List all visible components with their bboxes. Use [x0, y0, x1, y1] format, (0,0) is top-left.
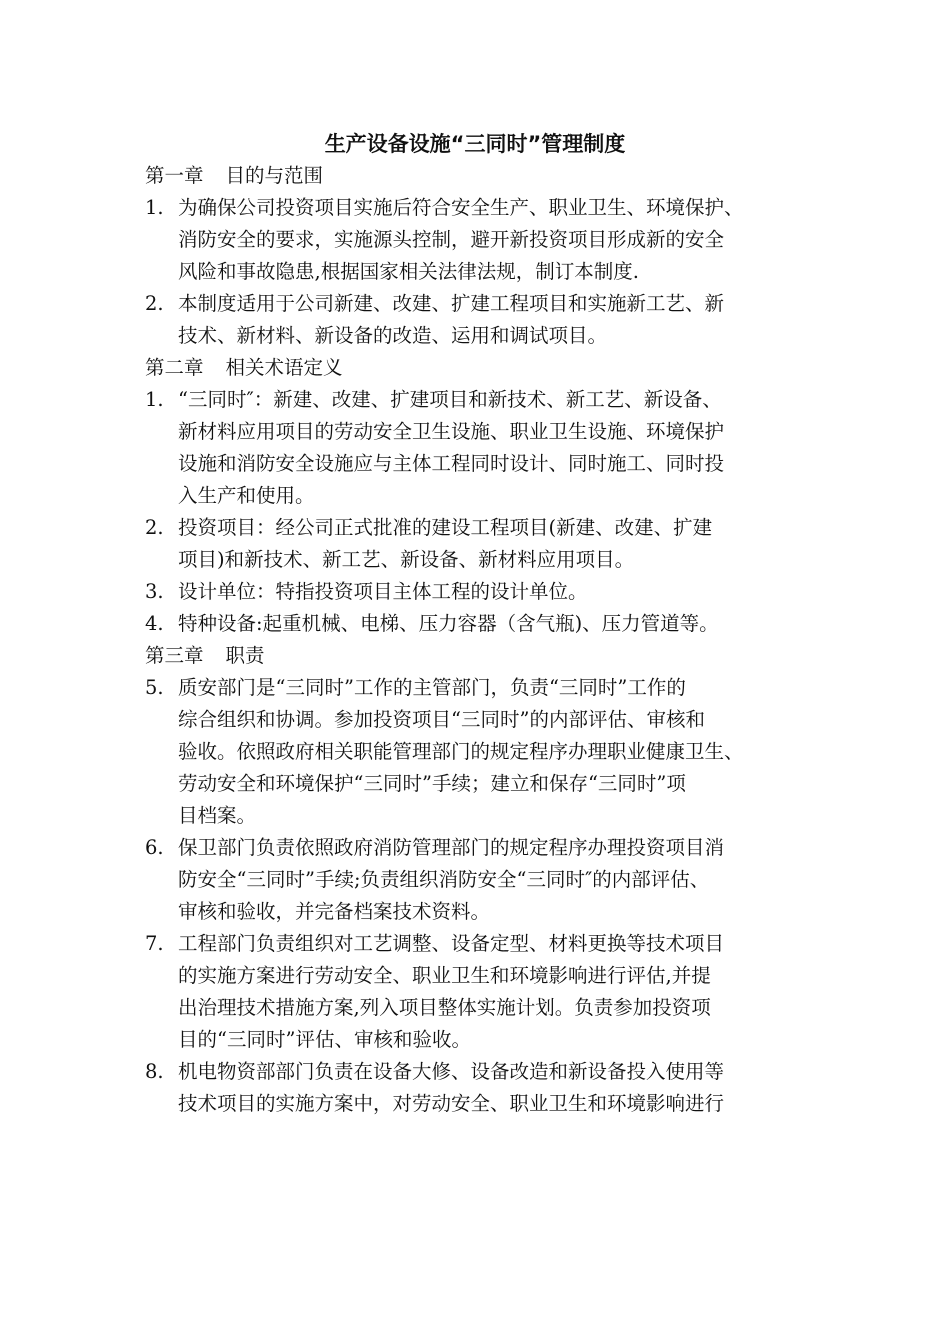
item-number: 5. [145, 676, 164, 699]
item-text-line: 的实施方案进行劳动安全、职业卫生和环境影响进行评估,并提 [178, 964, 711, 987]
item-text-line: 本制度适用于公司新建、改建、扩建工程项目和实施新工艺、新 [178, 292, 725, 315]
list-item [145, 512, 825, 576]
chapter-title: 相关术语定义 [225, 356, 343, 379]
chapter-heading [145, 640, 825, 672]
list-item [145, 192, 825, 288]
list-item [145, 672, 825, 832]
item-text-line: 机电物资部部门负责在设备大修、设备改造和新设备投入使用等 [178, 1060, 725, 1083]
item-text-line: 新材料应用项目的劳动安全卫生设施、职业卫生设施、环境保护 [178, 420, 725, 443]
document-title: 生产设备设施“三同时”管理制度 [324, 132, 626, 156]
item-text-line: 为确保公司投资项目实施后符合安全生产、职业卫生、环境保护、 [178, 196, 744, 219]
list-item [145, 608, 825, 640]
item-text-line: 特种设备:起重机械、电梯、压力容器（含气瓶)、压力管道等。 [178, 612, 719, 635]
chapter-number: 第一章 [145, 164, 204, 187]
item-text-line: 工程部门负责组织对工艺调整、设备定型、材料更换等技术项目 [178, 932, 725, 955]
item-text-line: 入生产和使用。 [178, 484, 315, 507]
item-number: 3. [145, 580, 164, 603]
item-text-line: 防安全“三同时”手续;负责组织消防安全“三同时″的内部评估、 [178, 868, 710, 891]
list-item [145, 1056, 825, 1120]
item-text-line: 消防安全的要求，实施源头控制，避开新投资项目形成新的安全 [178, 228, 725, 251]
item-number: 6. [145, 836, 164, 859]
item-text-line: 劳动安全和环境保护“三同时”手续；建立和保存“三同时”项 [178, 772, 686, 795]
item-text-line: 风险和事故隐患,根据国家相关法律法规，制订本制度. [178, 260, 639, 283]
item-text-line: 出治理技术措施方案,列入项目整体实施计划。负责参加投资项 [178, 996, 711, 1019]
item-number: 7. [145, 932, 164, 955]
list-item [145, 288, 825, 352]
item-number: 2. [145, 516, 164, 539]
chapter-title: 职责 [225, 644, 265, 667]
item-text-line: 综合组织和协调。参加投资项目“三同时”的内部评估、审核和 [178, 708, 705, 731]
item-text-line: 审核和验收，并完备档案技术资料。 [178, 900, 491, 923]
chapter-heading [145, 160, 825, 192]
item-text-line: 保卫部门负责依照政府消防管理部门的规定程序办理投资项目消 [178, 836, 725, 859]
item-number: 4. [145, 612, 164, 635]
item-text-line: 设施和消防安全设施应与主体工程同时设计、同时施工、同时投 [178, 452, 725, 475]
item-text-line: 投资项目：经公司正式批准的建设工程项目(新建、改建、扩建 [178, 516, 713, 539]
item-text-line: 目的“三同时”评估、审核和验收。 [178, 1028, 471, 1051]
item-text-line: 目档案。 [178, 804, 257, 827]
chapter-number: 第三章 [145, 644, 204, 667]
item-number: 1. [145, 196, 164, 219]
chapter-number: 第二章 [145, 356, 204, 379]
list-item [145, 384, 825, 512]
list-item [145, 928, 825, 1056]
item-text-line: “三同时″：新建、改建、扩建项目和新技术、新工艺、新设备、 [178, 388, 722, 411]
item-number: 2. [145, 292, 164, 315]
item-text-line: 质安部门是“三同时”工作的主管部门，负责“三同时”工作的 [178, 676, 686, 699]
item-text-line: 技术项目的实施方案中，对劳动安全、职业卫生和环境影响进行 [178, 1092, 725, 1115]
item-text-line: 设计单位：特指投资项目主体工程的设计单位。 [178, 580, 588, 603]
item-number: 8. [145, 1060, 164, 1083]
document-body [145, 160, 825, 1120]
item-text-line: 技术、新材料、新设备的改造、运用和调试项目。 [178, 324, 608, 347]
item-text-line: 验收。依照政府相关职能管理部门的规定程序办理职业健康卫生、 [178, 740, 744, 763]
chapter-title: 目的与范围 [225, 164, 324, 187]
item-number: 1. [145, 388, 164, 411]
item-text-line: 项目)和新技术、新工艺、新设备、新材料应用项目。 [178, 548, 635, 571]
list-item [145, 832, 825, 928]
list-item [145, 576, 825, 608]
chapter-heading [145, 352, 825, 384]
